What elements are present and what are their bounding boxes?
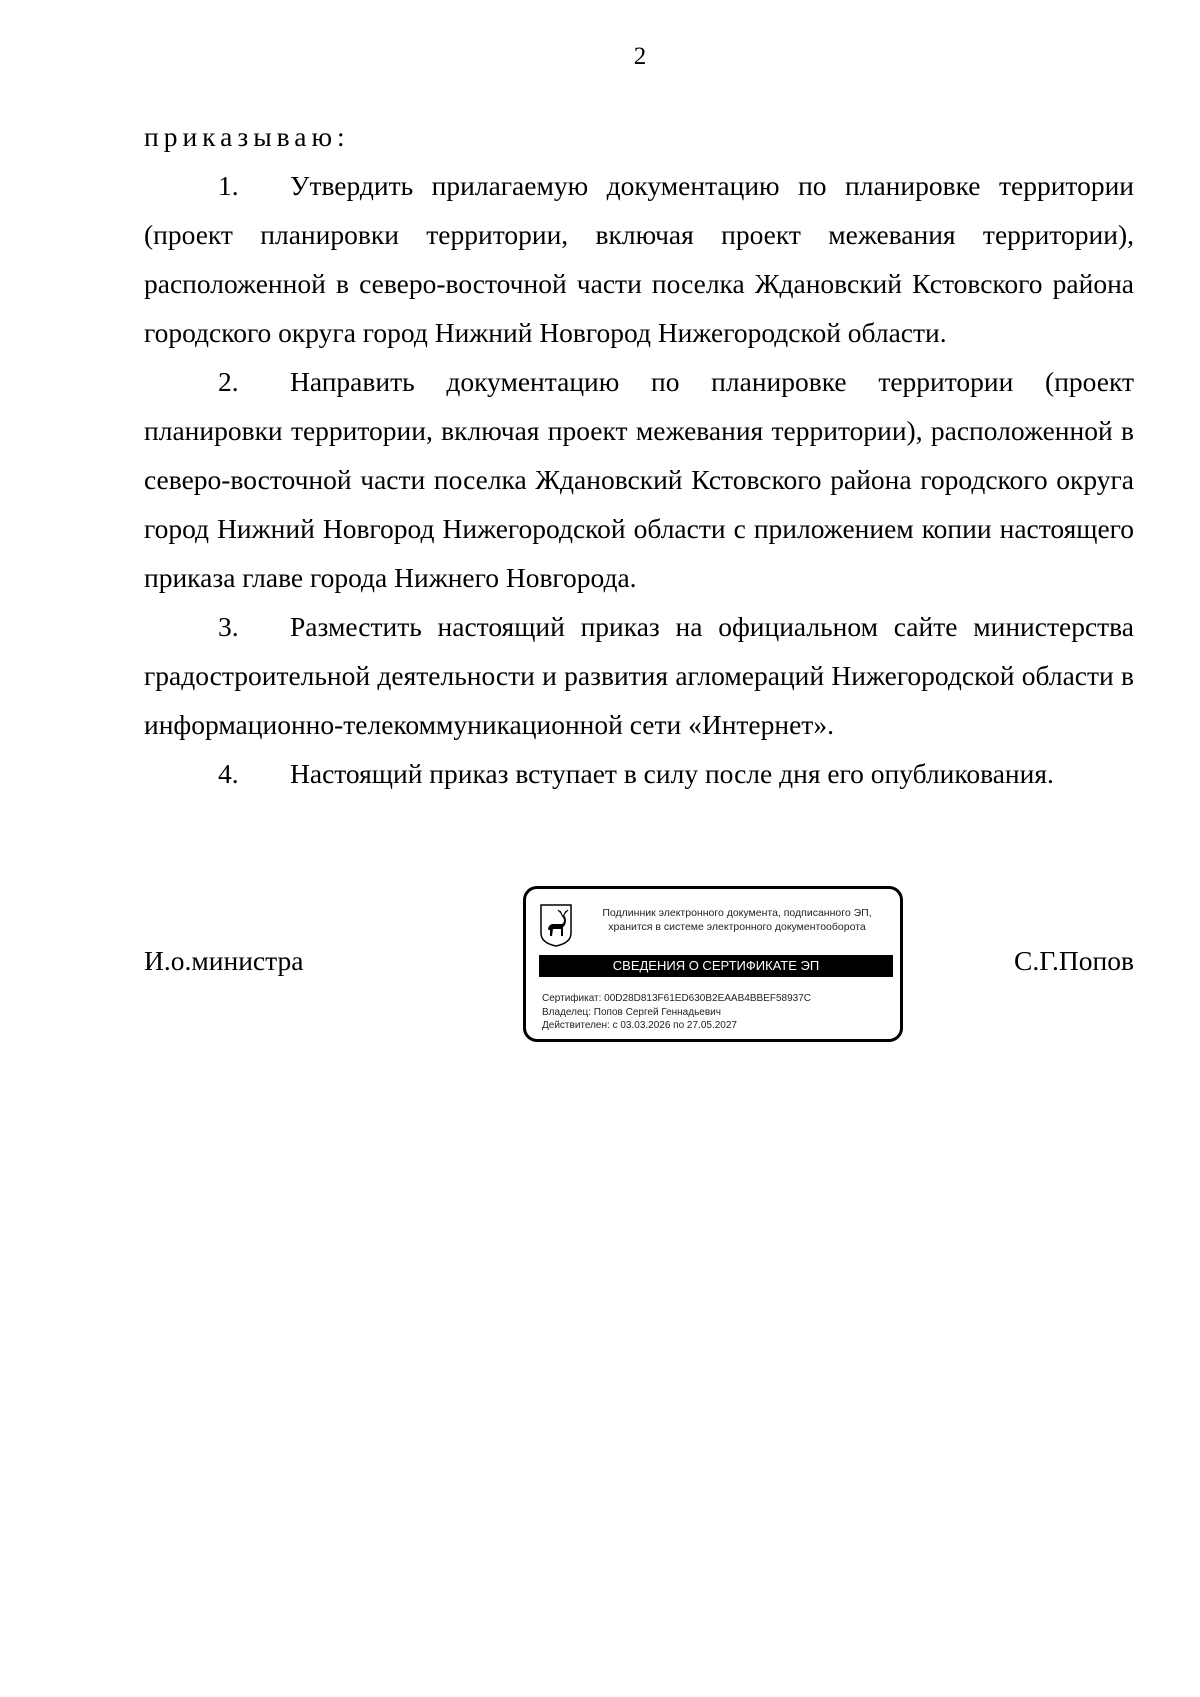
certificate-number: Сертификат: 00D28D813F61ED630B2EAAB4BBEF58937C — [542, 993, 811, 1004]
item-text: Утвердить прилагаемую документацию по планировке территории (проект планировки территории, включая проект межевания территории), расположенной в северо-восточной части поселка Ждановский Кстовского района городского округа город Нижний Новгород Нижегородской области. — [144, 170, 1134, 348]
stamp-details — [542, 992, 811, 1033]
item-number: 1. — [218, 170, 239, 201]
stamp-note-line: хранится в системе электронного документооборота — [608, 921, 866, 933]
signer-name: С.Г.Попов — [1014, 945, 1134, 976]
order-item-3 — [144, 602, 1134, 749]
page-number: 2 — [633, 43, 647, 70]
deer-coat-of-arms-icon — [539, 903, 573, 947]
stamp-note-line: Подлинник электронного документа, подписанного ЭП, — [602, 907, 872, 919]
item-text: Настоящий приказ вступает в силу после дня его опубликования. — [290, 758, 1054, 789]
order-lead: приказываю: — [144, 121, 350, 152]
item-text: Направить документацию по планировке территории (проект планировки территории, включая проект межевания территории), расположенной в северо-восточной части поселка Ждановский Кстовского района городского округа город Нижний Новгород Нижегородской области с приложением копии настоящего приказа главе города Нижнего Новгорода. — [144, 366, 1134, 593]
item-number: 2. — [218, 366, 239, 397]
order-item-2 — [144, 357, 1134, 602]
electronic-signature-stamp — [523, 886, 903, 1042]
signer-role: И.о.министра — [144, 945, 304, 976]
order-item-1 — [144, 161, 1134, 357]
document-body — [144, 112, 1134, 798]
stamp-note — [582, 906, 892, 934]
item-number: 4. — [218, 758, 239, 789]
item-number: 3. — [218, 611, 239, 642]
certificate-validity: Действителен: с 03.03.2026 по 27.05.2027 — [542, 1020, 737, 1031]
order-item-4 — [144, 749, 1134, 798]
item-text: Разместить настоящий приказ на официальном сайте министерства градостроительной деятельности и развития агломераций Нижегородской области в информационно-телекоммуникационной сети «Интернет». — [144, 611, 1134, 740]
certificate-owner: Владелец: Попов Сергей Геннадьевич — [542, 1006, 721, 1018]
stamp-header: СВЕДЕНИЯ О СЕРТИФИКАТЕ ЭП — [539, 955, 893, 977]
